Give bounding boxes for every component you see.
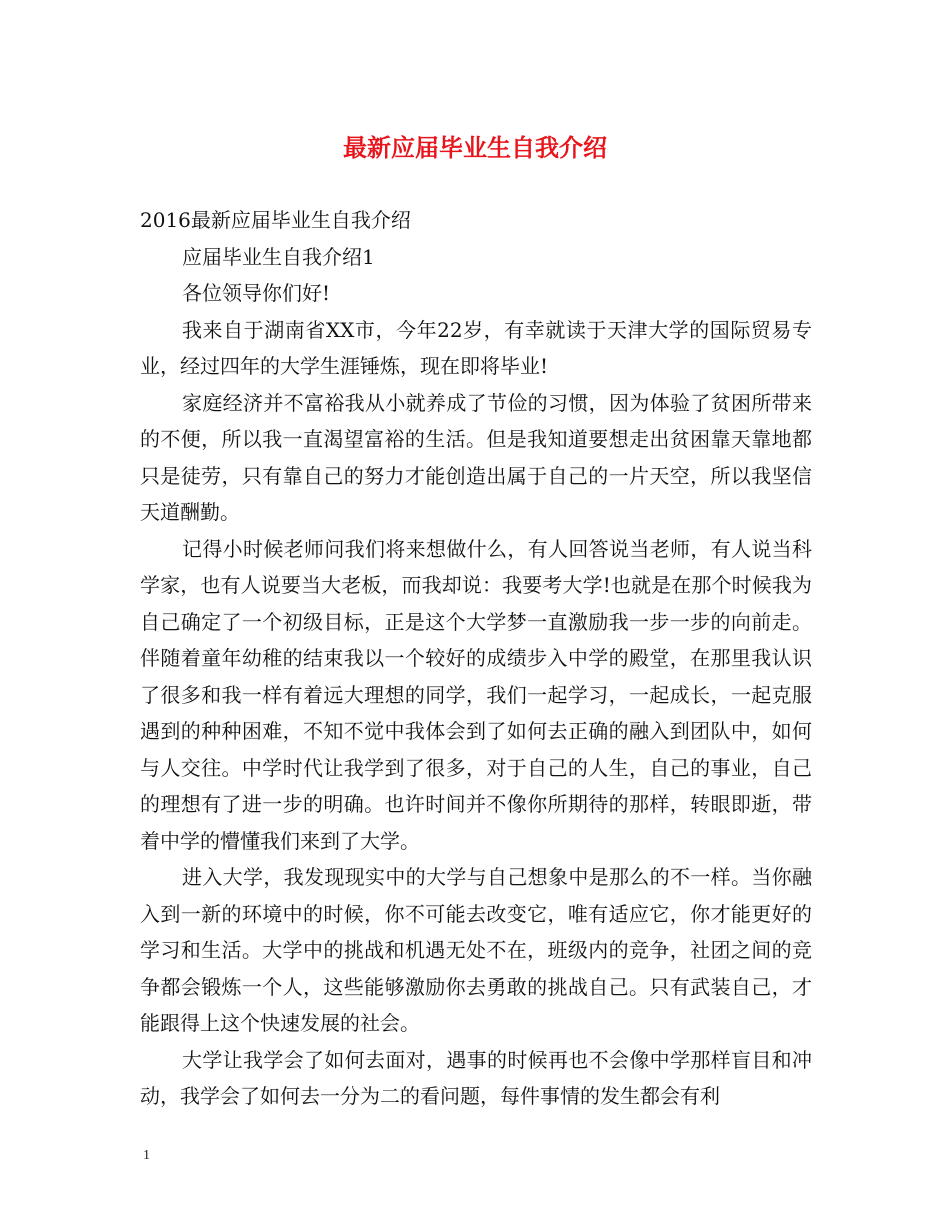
document-body xyxy=(140,202,812,1115)
paragraph-greeting: 各位领导你们好! xyxy=(182,281,331,305)
paragraph: 大学让我学会了如何去面对，遇事的时候再也不会像中学那样盲目和冲动，我学会了如何去一分为二的看问题，每件事情的发生都会有利 xyxy=(140,1047,812,1108)
paragraph: 进入大学，我发现现实中的大学与自己想象中是那么的不一样。当你融入到一新的环境中的时候，你不可能去改变它，唯有适应它，你才能更好的学习和生活。大学中的挑战和机遇无处不在，班级内的竞争，社团之间的竞争都会锻炼一个人，这些能够激励你去勇敢的挑战自己。只有武装自己，才能跟得上这个快速发展的社会。 xyxy=(140,865,812,1035)
paragraph-heading: 2016最新应届毕业生自我介绍 xyxy=(140,208,411,232)
document-title: 最新应届毕业生自我介绍 xyxy=(343,133,607,162)
paragraph: 我来自于湖南省XX市，今年22岁，有幸就读于天津大学的国际贸易专业，经过四年的大学生涯锤炼，现在即将毕业! xyxy=(140,317,812,378)
paragraph: 家庭经济并不富裕我从小就养成了节俭的习惯，因为体验了贫困所带来的不便，所以我一直渴望富裕的生活。但是我知道要想走出贫困靠天靠地都只是徒劳，只有靠自己的努力才能创造出属于自己的一片天空，所以我坚信天道酬勤。 xyxy=(140,390,812,524)
paragraph-subheading: 应届毕业生自我介绍1 xyxy=(182,244,375,269)
paragraph: 记得小时候老师问我们将来想做什么，有人回答说当老师，有人说当科学家，也有人说要当大老板，而我却说：我要考大学!也就是在那个时候我为自己确定了一个初级目标，正是这个大学梦一直激励我一步一步的向前走。伴随着童年幼稚的结束我以一个较好的成绩步入中学的殿堂，在那里我认识了很多和我一样有着远大理想的同学，我们一起学习，一起成长，一起克服遇到的种种困难，不知不觉中我体会到了如何去正确的融入到团队中，如何与人交往。中学时代让我学到了很多，对于自己的人生，自己的事业，自己的理想有了进一步的明确。也许时间并不像你所期待的那样，转眼即逝，带着中学的懵懂我们来到了大学。 xyxy=(140,536,812,853)
page-number: 1 xyxy=(143,1148,150,1163)
